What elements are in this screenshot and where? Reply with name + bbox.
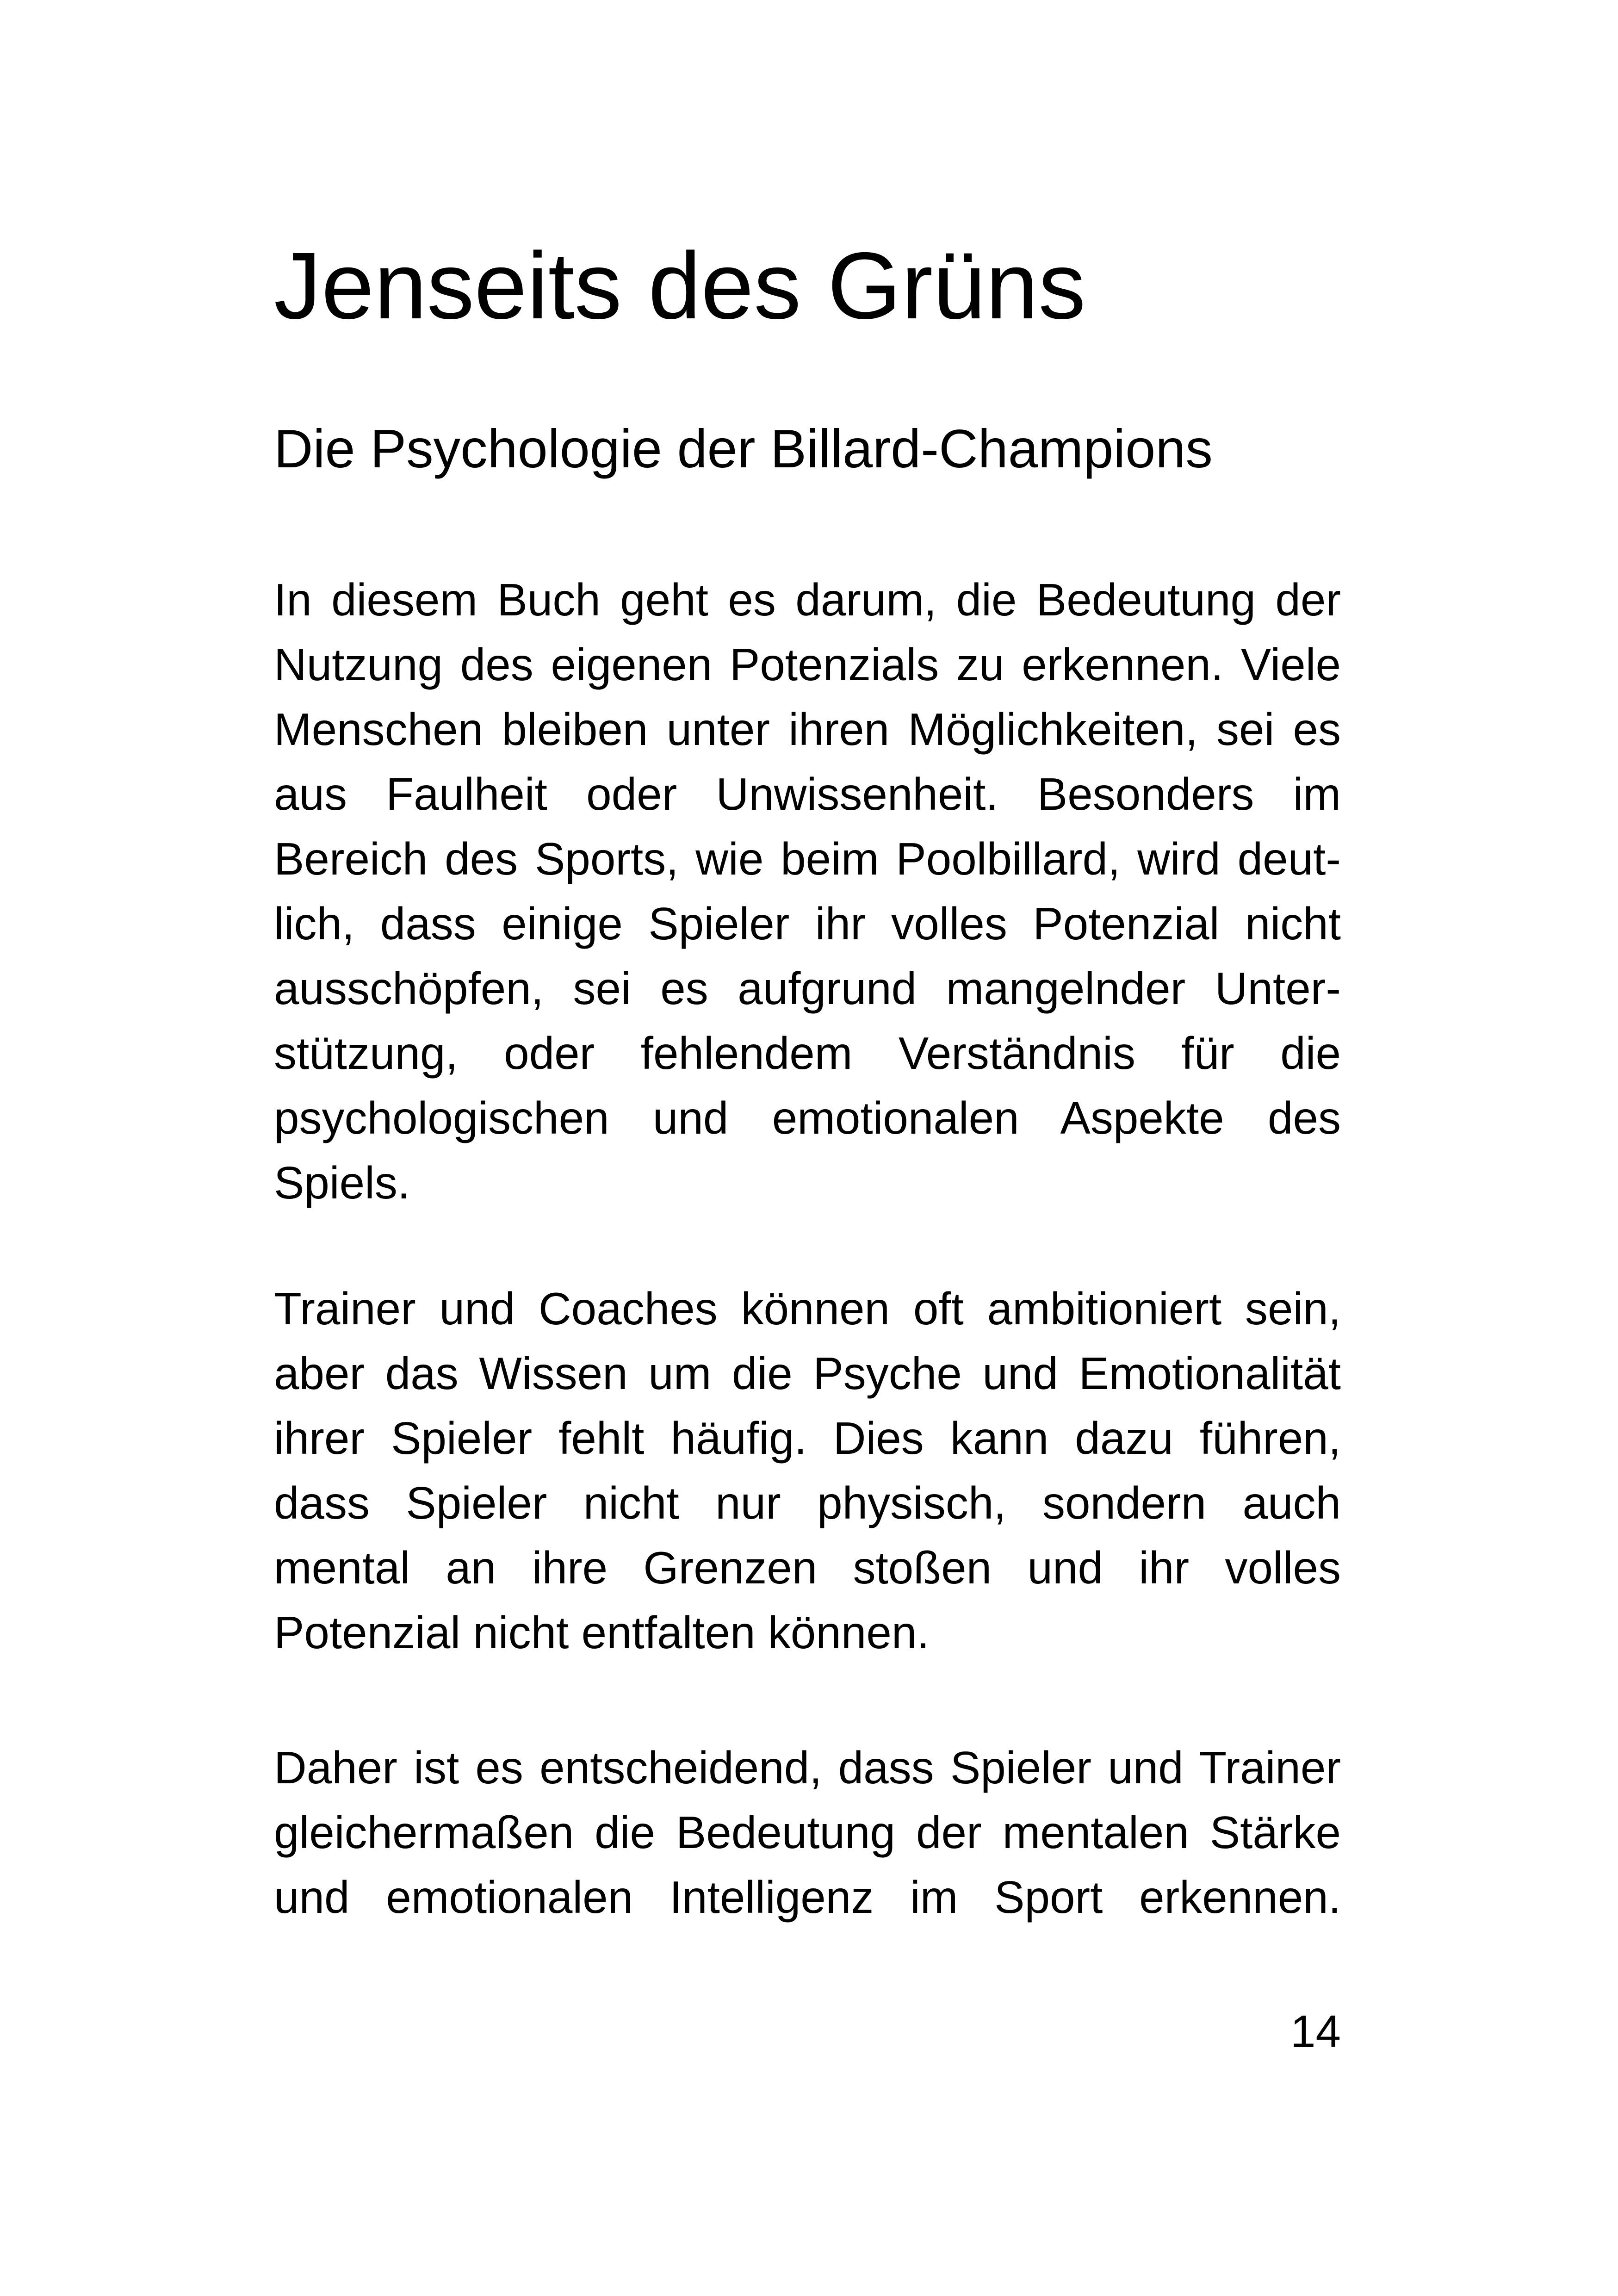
text-line: psychologischen und emotionalen Aspekte des: [274, 1092, 1341, 1143]
text-line: Trainer und Coaches können oft ambitioniert sein,: [274, 1283, 1341, 1334]
text-line: Spiels.: [274, 1157, 410, 1208]
paragraph-3: [274, 1735, 1341, 1930]
page-number: 14: [1290, 2006, 1341, 2057]
text-line: mental an ihre Grenzen stoßen und ihr volles: [274, 1542, 1341, 1593]
text-line: stützung, oder fehlendem Verständnis für die: [274, 1028, 1341, 1079]
text-line: dass Spieler nicht nur physisch, sondern auch: [274, 1477, 1341, 1528]
book-subtitle: Die Psychologie der Billard-Champions: [274, 418, 1213, 479]
text-line: aber das Wissen um die Psyche und Emotionalität: [274, 1348, 1341, 1399]
text-line: In diesem Buch geht es darum, die Bedeutung der: [274, 574, 1341, 625]
text-line: Potenzial nicht entfalten können.: [274, 1607, 930, 1658]
book-title: Jenseits des Grüns: [274, 233, 1086, 339]
text-line: Nutzung des eigenen Potenzials zu erkennen. Viele: [274, 639, 1341, 690]
paragraph-2: [274, 1276, 1341, 1665]
text-line: und emotionalen Intelligenz im Sport erkennen.: [274, 1872, 1341, 1923]
paragraph-1: [274, 567, 1341, 1215]
text-line: Menschen bleiben unter ihren Möglichkeiten, sei es: [274, 704, 1341, 755]
text-line: Bereich des Sports, wie beim Poolbillard, wird deut-: [274, 833, 1341, 884]
text-line: ausschöpfen, sei es aufgrund mangelnder Unter-: [274, 963, 1341, 1014]
text-line: ihrer Spieler fehlt häufig. Dies kann dazu führen,: [274, 1413, 1341, 1464]
text-line: gleichermaßen die Bedeutung der mentalen Stärke: [274, 1807, 1341, 1858]
text-line: aus Faulheit oder Unwissenheit. Besonders im: [274, 769, 1341, 819]
text-line: lich, dass einige Spieler ihr volles Potenzial nicht: [274, 898, 1341, 949]
text-line: Daher ist es entscheidend, dass Spieler und Trainer: [274, 1742, 1341, 1793]
